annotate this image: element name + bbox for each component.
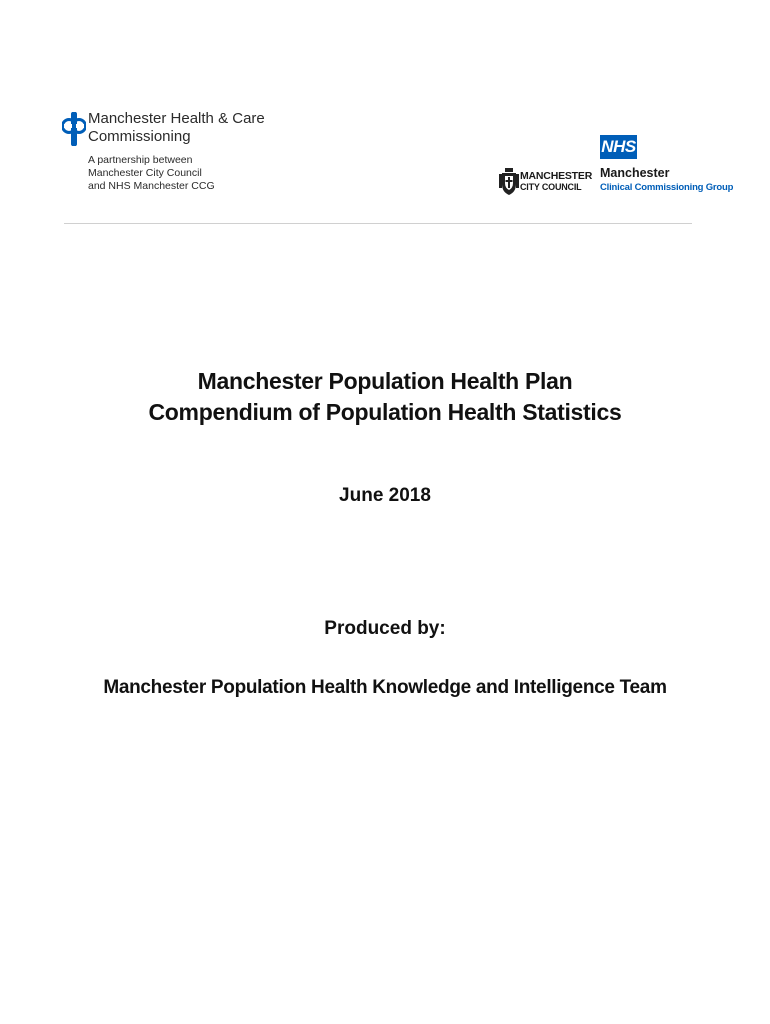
city-council-logo [499, 168, 593, 198]
city-council-name [520, 171, 592, 193]
mhcc-partnership-line: A partnership between [88, 154, 193, 166]
mhcc-cross-icon [62, 112, 86, 146]
mhcc-partnership-line: and NHS Manchester CCG [88, 180, 215, 192]
mhcc-name-line: Manchester Health & Care [88, 110, 265, 127]
mhcc-name-line: Commissioning [88, 128, 191, 145]
document-date: June 2018 [339, 485, 431, 506]
produced-by-label: Produced by: [324, 618, 446, 639]
nhs-badge: NHS [600, 135, 637, 159]
mhcc-partnership-text [88, 154, 215, 193]
document-title-line: Manchester Population Health Plan [197, 368, 573, 394]
council-crest-icon [499, 168, 519, 196]
nhs-area-name: Manchester [600, 166, 670, 180]
document-title-line: Compendium of Population Health Statistics [148, 399, 622, 425]
city-council-line: MANCHESTER [520, 170, 593, 182]
mhcc-name [88, 110, 265, 146]
city-council-line: CITY COUNCIL [520, 182, 582, 192]
header-divider [64, 223, 692, 224]
document-title [0, 366, 770, 428]
producing-team: Manchester Population Health Knowledge and Intelligence Team [103, 677, 667, 698]
nhs-organisation-name: Clinical Commissioning Group [600, 182, 734, 193]
mhcc-logo [62, 110, 282, 200]
mhcc-partnership-line: Manchester City Council [88, 167, 202, 179]
nhs-ccg-logo [600, 135, 734, 200]
